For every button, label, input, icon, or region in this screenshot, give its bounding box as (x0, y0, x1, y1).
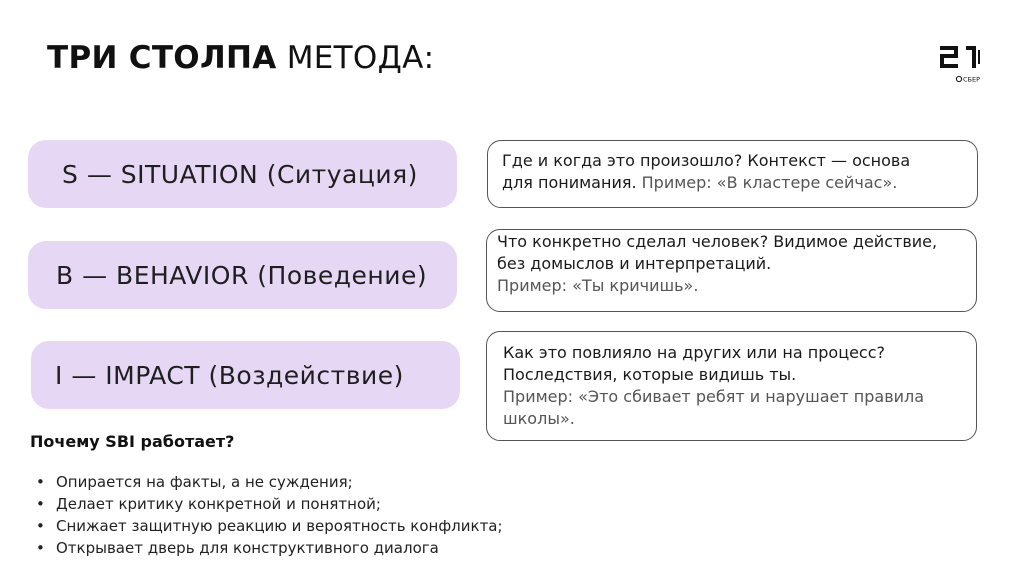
pillar-situation (28, 140, 457, 208)
pillar-behavior-label: B — BEHAVIOR (Поведение) (56, 260, 428, 290)
description-example: школы». (503, 409, 575, 428)
list-item (36, 515, 503, 537)
description-example: Пример: «Это сбивает ребят и нарушает правила (503, 387, 925, 406)
description-situation (487, 140, 978, 208)
bullet-icon: • (36, 495, 45, 513)
description-impact (486, 331, 977, 441)
list-item-text: Делает критику конкретной и понятной; (56, 495, 381, 513)
description-line: Последствия, которые видишь ты. (503, 365, 797, 384)
list-item-text: Опирается на факты, а не суждения; (56, 473, 353, 491)
list-item (36, 493, 503, 515)
why-bullet-list (36, 471, 503, 559)
title-light: МЕТОДА: (276, 40, 435, 76)
page-title (47, 40, 434, 76)
description-line: Как это повлияло на других или на процесс? (503, 343, 886, 362)
description-example: Пример: «Ты кричишь». (497, 276, 699, 295)
description-main: для понимания. (502, 173, 637, 192)
21-school-logo-icon (938, 44, 982, 88)
bullet-icon: • (36, 473, 45, 491)
description-line: Что конкретно сделал человек? Видимое действие, (497, 232, 938, 251)
list-item (36, 537, 503, 559)
bullet-icon: • (36, 517, 45, 535)
description-behavior (486, 229, 977, 312)
pillar-behavior (28, 241, 457, 309)
pillar-situation-label: S — SITUATION (Ситуация) (62, 159, 418, 189)
pillar-impact-label: I — IMPACT (Воздействие) (55, 360, 404, 390)
description-line: Где и когда это произошло? Контекст — основа (502, 151, 911, 170)
list-item-text: Открывает дверь для конструктивного диалога (56, 539, 439, 557)
description-line (502, 172, 977, 194)
why-heading: Почему SBI работает? (30, 432, 235, 451)
list-item (36, 471, 503, 493)
list-item-text: Снижает защитную реакцию и вероятность конфликта; (56, 517, 503, 535)
bullet-icon: • (36, 539, 45, 557)
pillar-impact (31, 341, 460, 409)
title-bold: ТРИ СТОЛПА (47, 40, 277, 76)
description-line: без домыслов и интерпретаций. (497, 254, 772, 273)
description-example: Пример: «В кластере сейчас». (636, 173, 898, 192)
logo-text: СБЕР (963, 75, 981, 84)
